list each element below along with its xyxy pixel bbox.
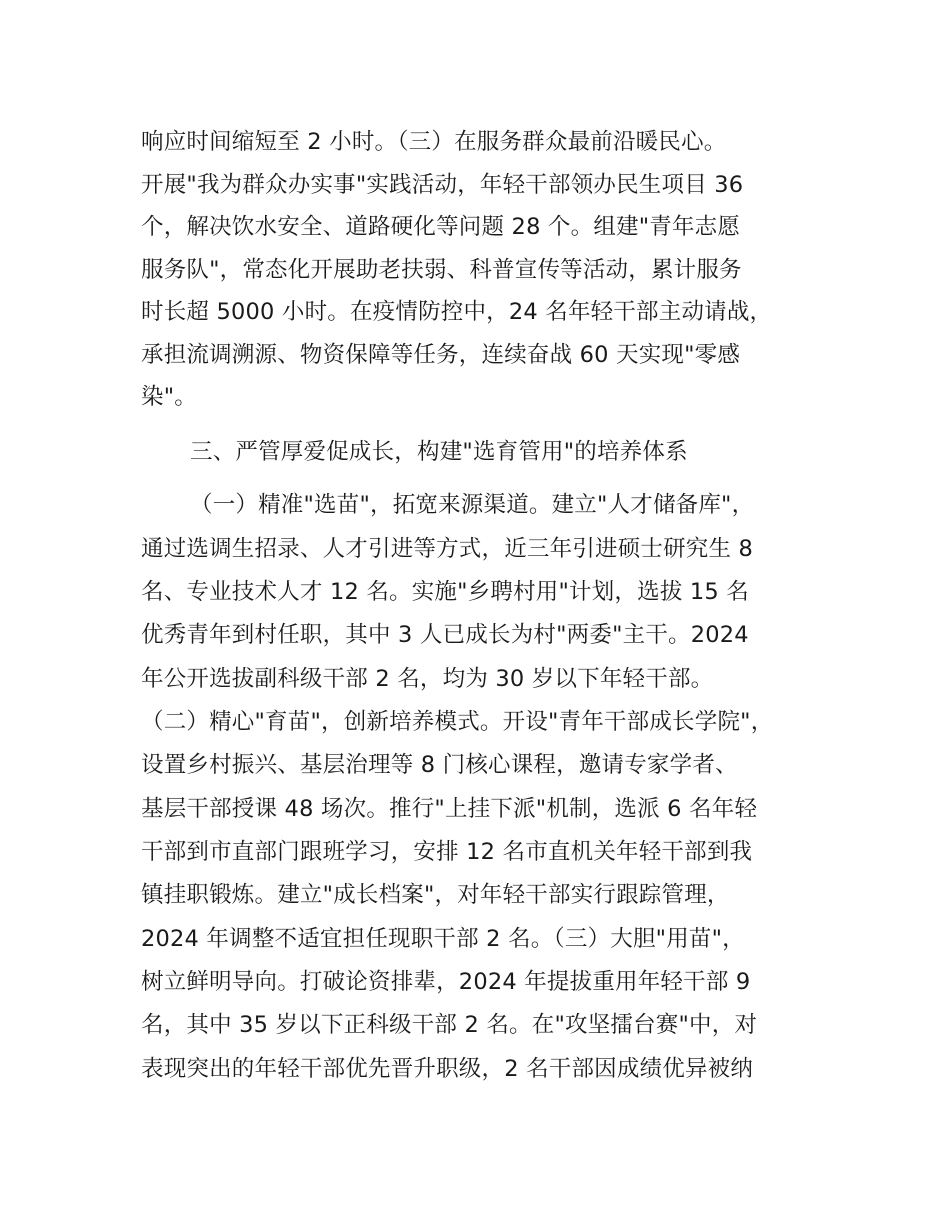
text-line: 承担流调溯源、物资保障等任务，连续奋战 60 天实现"零感 [141, 342, 741, 368]
text-line: 响应时间缩短至 2 小时。（三）在服务群众最前沿暖民心。 [141, 129, 727, 155]
text-line: （一）精准"选苗"，拓宽来源渠道。建立"人才储备库"， [190, 492, 755, 518]
text-line: 干部到市直部门跟班学习，安排 12 名市直机关年轻干部到我 [141, 839, 753, 865]
text-line: 名、专业技术人才 12 名。实施"乡聘村用"计划，选拔 15 名 [141, 579, 749, 605]
text-line: 服务队"，常态化开展助老扶弱、科普宣传等活动，累计服务 [141, 257, 742, 283]
text-line: 染"。 [141, 384, 197, 410]
text-line: 名，其中 35 岁以下正科级干部 2 名。在"攻坚擂台赛"中，对 [141, 1012, 758, 1038]
text-line: 镇挂职锻炼。建立"成长档案"，对年轻干部实行跟踪管理， [141, 882, 730, 908]
text-line: 基层干部授课 48 场次。推行"上挂下派"机制，选派 6 名年轻 [141, 796, 758, 822]
text-line: 树立鲜明导向。打破论资排辈，2024 年提拔重用年轻干部 9 [141, 969, 751, 995]
text-line: 时长超 5000 小时。在疫情防控中，24 名年轻干部主动请战， [141, 299, 773, 325]
text-line: 个，解决饮水安全、道路硬化等问题 28 个。组建"青年志愿 [141, 214, 741, 240]
text-line: （二）精心"育苗"，创新培养模式。开设"青年干部成长学院"， [141, 709, 774, 735]
text-line: 表现突出的年轻干部优先晋升职级，2 名干部因成绩优异被纳 [141, 1056, 754, 1082]
text-line: 年公开选拔副科级干部 2 名，均为 30 岁以下年轻干部。 [141, 666, 714, 692]
text-line: 开展"我为群众办实事"实践活动，年轻干部领办民生项目 36 [141, 172, 744, 198]
text-line: 优秀青年到村任职，其中 3 人已成长为村"两委"主干。2024 [141, 622, 749, 648]
text-line: 设置乡村振兴、基层治理等 8 门核心课程，邀请专家学者、 [141, 752, 738, 778]
section-heading: 三、严管厚爱促成长，构建"选育管用"的培养体系 [190, 439, 688, 465]
text-line: 通过选调生招录、人才引进等方式，近三年引进硕士研究生 8 [141, 536, 754, 562]
text-line: 2024 年调整不适宜担任现职干部 2 名。（三）大胆"用苗"， [141, 926, 745, 952]
